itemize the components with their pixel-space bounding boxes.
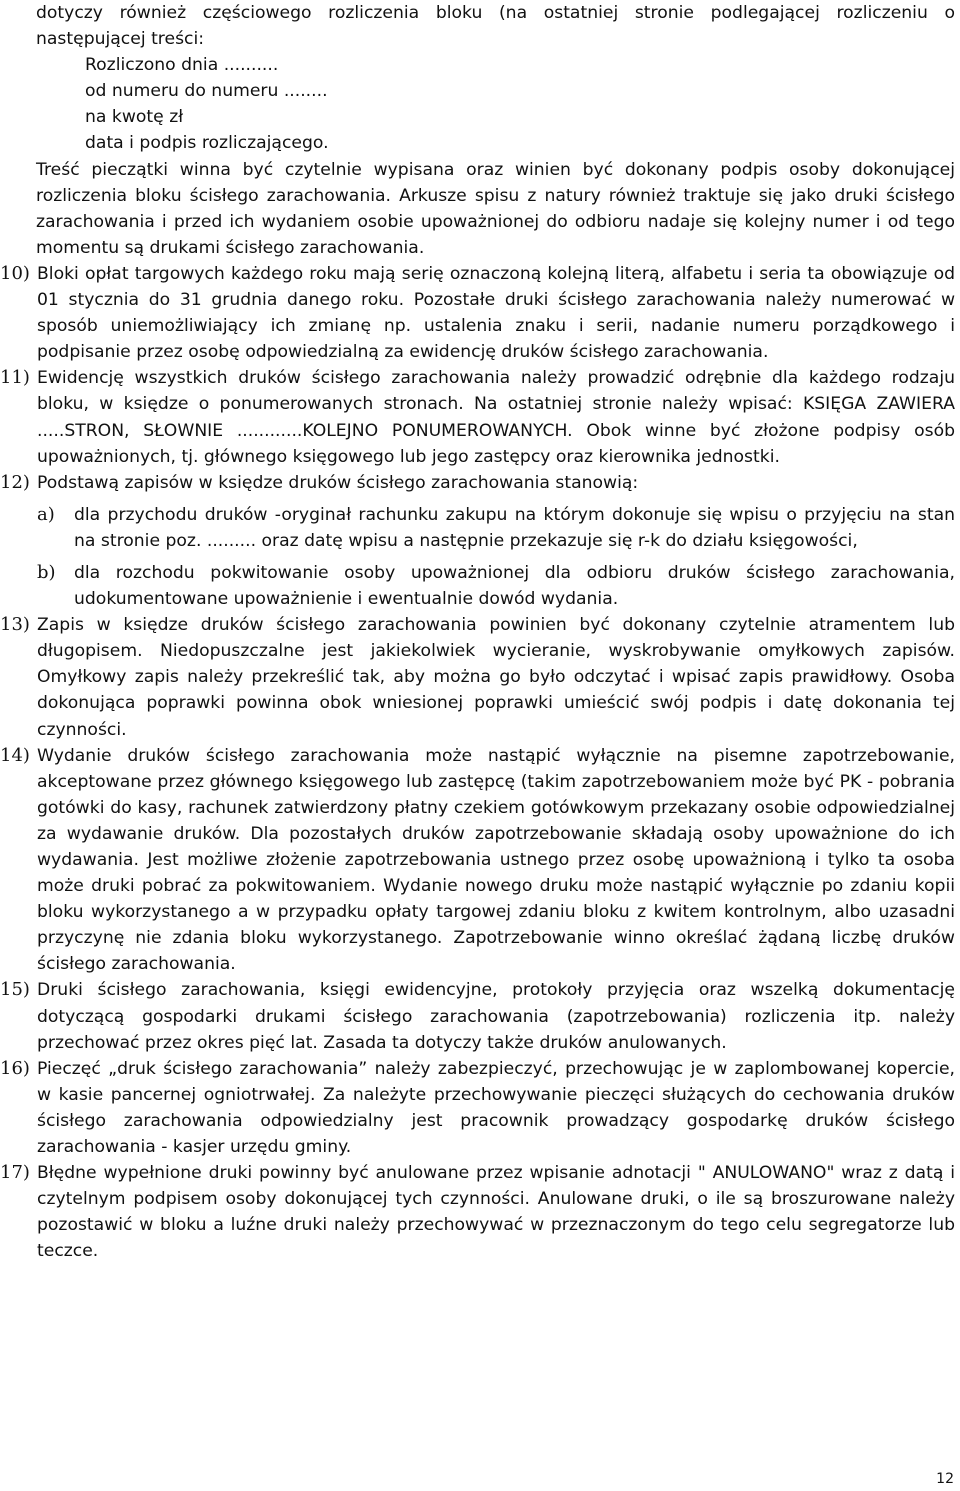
sub-item-letter: a)	[37, 503, 55, 525]
list-item-text: Druki ścisłego zarachowania, księgi ewidencyjne, protokoły przyjęcia oraz wszelką dokumentację dotyczącą gospodarki drukami ścisłego zarachowania (zapotrzebowania) rozliczenia itp. należy przechować przez okres pięć lat. Zasada ta dotyczy także druków anulowanych.	[37, 980, 955, 1053]
sub-item-text: dla rozchodu pokwitowanie osoby upoważnionej dla odbioru druków ścisłego zarachowania, udokumentowane upoważnienie i ewentualnie dowód wydania.	[74, 562, 955, 610]
stamp-line-2: od numeru do numeru ........	[85, 81, 328, 102]
list-item	[0, 743, 955, 978]
list-item-number: 10)	[0, 262, 30, 284]
list-item-number: 15)	[0, 979, 30, 1001]
list-item-number: 11)	[0, 367, 30, 389]
list-item-number: 16)	[0, 1057, 30, 1079]
list-item	[0, 261, 955, 365]
sub-item	[37, 502, 955, 554]
page-number: 12	[936, 1471, 954, 1487]
sub-item	[37, 560, 955, 612]
list-item-number: 13)	[0, 614, 30, 636]
list-item-text: Podstawą zapisów w księdze druków ścisłego zarachowania stanowią:	[37, 472, 639, 493]
sub-item-letter: b)	[37, 561, 56, 583]
stamp-line-3: na kwotę zł	[85, 107, 184, 128]
list-item-text: Pieczęć „druk ścisłego zarachowania” należy zabezpieczyć, przechowując je w zaplombowanej kopercie, w kasie pancernej ogniotrwałej. Za należyte przechowywanie pieczęci służących do cechowania druków ścisłego zarachowania odpowiedzialny jest pracownik prowadzący gospodarkę druków ścisłego zarachowania - kasjer urzędu gminy.	[37, 1058, 955, 1158]
sub-item-text: dla przychodu druków -oryginał rachunku zakupu na którym dokonuje się wpisu o przyjęciu na stan na stronie poz. ......... oraz datę wpisu a następnie przekazuje się r-k do działu księgowości,	[74, 504, 955, 551]
list-item-number: 17)	[0, 1162, 30, 1184]
intro-paragraph: Treść pieczątki winna być czytelnie wypisana oraz winien być dokonany podpis osoby dokonującej rozliczenia bloku ścisłego zarachowania. Arkusze spisu z natury również traktuje się jako druki ścisłego zarachowania i przed ich wydaniem osobie upoważnionej do odbioru nadaje się kolejny numer i od tego momentu są drukami ścisłego zarachowania.	[36, 159, 955, 258]
list-item-text: Wydanie druków ścisłego zarachowania może nastąpić wyłącznie na pisemne zapotrzebowanie, akceptowane przez głównego księgowego lub zastępcę (takim zapotrzebowaniem może być PK - pobrania gotówki do kasy, rachunek zatwierdzony płatny czekiem gotówkowym przekazany osobie odpowiedzialnej za wydawanie druków. Dla pozostałych druków zapotrzebowanie składają osoby upoważnione do ich wydawania. Jest możliwe złożenie zapotrzebowania ustnego przez osobę upoważnioną i tylko ta osoba może druki pobrać za pokwitowaniem. Wydanie nowego druku może nastąpić wyłącznie po zdaniu kopii bloku wykorzystanego a w przypadku opłaty targowej zdaniu bloku z kwitem kontrolnym, albo uzasadni przyczynę nie zdania bloku wykorzystanego. Zapotrzebowanie winno określać żądaną liczbę druków ścisłego zarachowania.	[37, 745, 955, 975]
list-item	[0, 612, 955, 742]
list-item-text: Zapis w księdze druków ścisłego zarachowania powinien być dokonany czytelnie atramentem lub długopisem. Niedopuszczalne jest jakiekolwiek wycieranie, wyskrobywanie omyłkowych zapisów. Omyłkowy zapis należy przekreślić tak, aby można go było odczytać i wpisać zapis prawidłowy. Osoba dokonująca poprawki powinna obok wniesionej poprawki umieścić swój podpis i datę dokonania tej czynności.	[37, 615, 955, 740]
list-item	[0, 365, 955, 469]
list-item-number: 14)	[0, 744, 30, 766]
list-item-number: 12)	[0, 471, 30, 493]
list-item	[0, 1056, 955, 1160]
list-item	[0, 977, 955, 1055]
list-item-text: Bloki opłat targowych każdego roku mają serię oznaczoną kolejną literą, alfabetu i seria ta obowiązuje od 01 stycznia do 31 grudnia danego roku. Pozostałe druki ścisłego zarachowania należy numerować w sposób uniemożliwiający ich zmianę np. ustalenia znaku i serii, nadanie numeru porządkowego i podpisanie przez osobę odpowiedzialną za ewidencję druków ścisłego zarachowania.	[37, 263, 955, 363]
list-item	[0, 1160, 955, 1264]
intro-line: dotyczy również częściowego rozliczenia bloku (na ostatniej stronie podlegającej rozliczeniu o następującej treści:	[36, 3, 955, 50]
list-item-text: Ewidencję wszystkich druków ścisłego zarachowania należy prowadzić odrębnie dla każdego rodzaju bloku, w księdze o ponumerowanych stronach. Na ostatniej stronie należy wpisać: KSIĘGA ZAWIERA .....STRON, SŁOWNIE ............KOLEJNO PONUMEROWANYCH. Obok winne być złożone podpisy osób upoważnionych, tj. głównego księgowego lub jego zastępcy oraz kierownika jednostki.	[37, 368, 955, 467]
list-item-text: Błędne wypełnione druki powinny być anulowane przez wpisanie adnotacji " ANULOWANO" wraz z datą i czytelnym podpisem osoby dokonującej tych czynności. Anulowane druki, o ile są broszurowane należy pozostawić w bloku a luźne druki należy przechowywać w przeznaczonym do tego celu segregatorze lub teczce.	[37, 1163, 955, 1262]
list-item	[0, 470, 955, 612]
stamp-line-4: data i podpis rozliczającego.	[85, 133, 329, 154]
stamp-line-1: Rozliczono dnia ..........	[85, 55, 279, 76]
